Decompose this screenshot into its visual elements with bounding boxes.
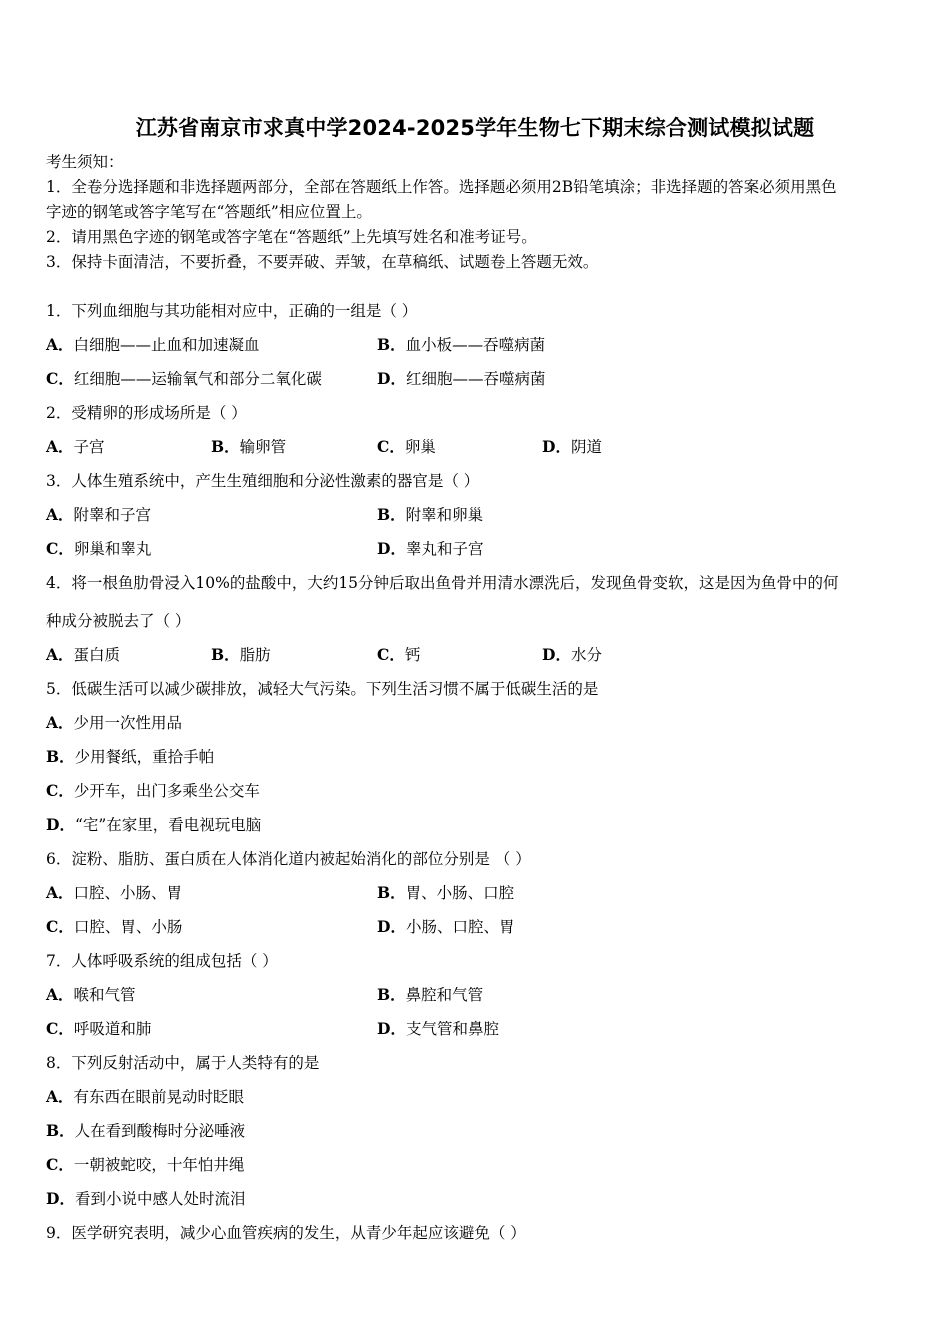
option-label: D． xyxy=(377,1019,406,1038)
q5-option-a[interactable] xyxy=(46,713,182,733)
option-label: D． xyxy=(46,815,75,834)
option-label: C． xyxy=(377,437,405,456)
option-text: 子宫 xyxy=(73,438,105,456)
question-5-stem: 5．低碳生活可以减少碳排放，减轻大气污染。下列生活习惯不属于低碳生活的是 xyxy=(46,680,599,698)
question-3-stem: 3．人体生殖系统中，产生生殖细胞和分泌性激素的器官是（ ） xyxy=(46,472,480,490)
question-9-stem: 9．医学研究表明，减少心血管疾病的发生，从青少年起应该避免（ ） xyxy=(46,1224,526,1242)
question-2-stem: 2．受精卵的形成场所是（ ） xyxy=(46,404,247,422)
option-text: 蛋白质 xyxy=(73,646,121,664)
option-label: D． xyxy=(542,437,571,456)
option-label: A． xyxy=(46,713,74,732)
option-text: 附睾和子宫 xyxy=(73,506,152,524)
option-text: 小肠、口腔、胃 xyxy=(405,918,515,936)
q4-option-b[interactable] xyxy=(211,645,271,665)
q5-option-d[interactable] xyxy=(46,815,261,835)
q6-option-c[interactable] xyxy=(46,917,182,937)
option-label: C． xyxy=(46,1019,74,1038)
option-text: 白细胞——止血和加速凝血 xyxy=(73,336,260,354)
q4-option-a[interactable] xyxy=(46,645,120,665)
q6-option-a[interactable] xyxy=(46,883,182,903)
option-text: 胃、小肠、口腔 xyxy=(405,884,515,902)
question-1-stem: 1．下列血细胞与其功能相对应中，正确的一组是（ ） xyxy=(46,302,418,320)
q8-option-a[interactable] xyxy=(46,1087,244,1107)
option-text: 水分 xyxy=(570,646,602,664)
q4-option-c[interactable] xyxy=(377,645,420,665)
q3-option-b[interactable] xyxy=(377,505,483,525)
option-text: 红细胞——运输氧气和部分二氧化碳 xyxy=(73,370,322,388)
option-label: A． xyxy=(46,645,74,664)
q7-option-b[interactable] xyxy=(377,985,483,1005)
option-text: 一朝被蛇咬，十年怕井绳 xyxy=(73,1156,245,1174)
option-label: B． xyxy=(211,645,240,664)
q3-option-c[interactable] xyxy=(46,539,151,559)
option-label: B． xyxy=(46,747,75,766)
notice-item: 字迹的钢笔或答字笔写在“答题纸”相应位置上。 xyxy=(46,203,372,221)
option-text: 睾丸和子宫 xyxy=(405,540,484,558)
q6-option-d[interactable] xyxy=(377,917,514,937)
option-label: B． xyxy=(46,1121,75,1140)
q1-option-b[interactable] xyxy=(377,335,545,355)
option-label: C． xyxy=(46,539,74,558)
option-text: 少用一次性用品 xyxy=(73,714,183,732)
q8-option-c[interactable] xyxy=(46,1155,244,1175)
option-text: 输卵管 xyxy=(239,438,287,456)
q5-option-b[interactable] xyxy=(46,747,214,767)
option-text: 口腔、小肠、胃 xyxy=(73,884,183,902)
q7-option-d[interactable] xyxy=(377,1019,499,1039)
option-label: C． xyxy=(46,369,74,388)
question-6-stem: 6．淀粉、脂肪、蛋白质在人体消化道内被起始消化的部位分别是 （ ） xyxy=(46,850,531,868)
option-text: 鼻腔和气管 xyxy=(405,986,484,1004)
notice-item: 3．保持卡面清洁，不要折叠，不要弄破、弄皱，在草稿纸、试题卷上答题无效。 xyxy=(46,253,599,271)
option-label: A． xyxy=(46,985,74,1004)
option-text: 脂肪 xyxy=(239,646,271,664)
option-label: D． xyxy=(377,539,406,558)
option-text: 看到小说中感人处时流泪 xyxy=(74,1190,246,1208)
q2-option-b[interactable] xyxy=(211,437,286,457)
option-text: 卵巢和睾丸 xyxy=(73,540,152,558)
option-label: C． xyxy=(377,645,405,664)
q2-option-c[interactable] xyxy=(377,437,436,457)
option-text: 少开车，出门多乘坐公交车 xyxy=(73,782,260,800)
option-label: D． xyxy=(46,1189,75,1208)
q2-option-d[interactable] xyxy=(542,437,602,457)
option-text: 支气管和鼻腔 xyxy=(405,1020,499,1038)
q1-option-d[interactable] xyxy=(377,369,545,389)
option-label: C． xyxy=(46,917,74,936)
option-label: B． xyxy=(211,437,240,456)
option-text: 红细胞——吞噬病菌 xyxy=(405,370,546,388)
q7-option-a[interactable] xyxy=(46,985,136,1005)
notice-item: 2．请用黑色字迹的钢笔或答字笔在“答题纸”上先填写姓名和准考证号。 xyxy=(46,228,537,246)
option-label: B． xyxy=(377,883,406,902)
option-label: D． xyxy=(377,917,406,936)
q3-option-d[interactable] xyxy=(377,539,483,559)
q3-option-a[interactable] xyxy=(46,505,151,525)
option-text: 卵巢 xyxy=(404,438,436,456)
notice-item: 1．全卷分选择题和非选择题两部分，全部在答题纸上作答。选择题必须用2B铅笔填涂；非选择题的答案必须用黑色 xyxy=(46,178,837,196)
q2-option-a[interactable] xyxy=(46,437,105,457)
option-label: D． xyxy=(542,645,571,664)
option-text: 钙 xyxy=(404,646,421,664)
notice-heading: 考生须知： xyxy=(46,153,124,171)
option-label: A． xyxy=(46,437,74,456)
question-4-stem: 4．将一根鱼肋骨浸入10%的盐酸中，大约15分钟后取出鱼骨并用清水漂洗后，发现鱼骨变软，这是因为鱼骨中的何 xyxy=(46,574,839,592)
q8-option-b[interactable] xyxy=(46,1121,245,1141)
option-label: A． xyxy=(46,1087,74,1106)
q8-option-d[interactable] xyxy=(46,1189,245,1209)
question-8-stem: 8．下列反射活动中，属于人类特有的是 xyxy=(46,1054,320,1072)
option-label: A． xyxy=(46,883,74,902)
q7-option-c[interactable] xyxy=(46,1019,151,1039)
option-text: 人在看到酸梅时分泌唾液 xyxy=(74,1122,246,1140)
option-text: 口腔、胃、小肠 xyxy=(73,918,183,936)
q1-option-a[interactable] xyxy=(46,335,260,355)
option-label: A． xyxy=(46,505,74,524)
option-text: 附睾和卵巢 xyxy=(405,506,484,524)
option-text: 阴道 xyxy=(570,438,602,456)
option-label: B． xyxy=(377,335,406,354)
option-text: 呼吸道和肺 xyxy=(73,1020,152,1038)
option-label: C． xyxy=(46,781,74,800)
option-label: D． xyxy=(377,369,406,388)
question-4-stem-cont: 种成分被脱去了（ ） xyxy=(46,612,191,630)
question-7-stem: 7．人体呼吸系统的组成包括（ ） xyxy=(46,952,278,970)
option-label: B． xyxy=(377,985,406,1004)
option-label: C． xyxy=(46,1155,74,1174)
q5-option-c[interactable] xyxy=(46,781,260,801)
option-text: 喉和气管 xyxy=(73,986,136,1004)
option-label: A． xyxy=(46,335,74,354)
q6-option-b[interactable] xyxy=(377,883,514,903)
q1-option-c[interactable] xyxy=(46,369,322,389)
option-text: 有东西在眼前晃动时眨眼 xyxy=(73,1088,245,1106)
option-label: B． xyxy=(377,505,406,524)
q4-option-d[interactable] xyxy=(542,645,602,665)
option-text: 少用餐纸，重拾手帕 xyxy=(74,748,215,766)
option-text: “宅”在家里，看电视玩电脑 xyxy=(74,816,262,834)
option-text: 血小板——吞噬病菌 xyxy=(405,336,546,354)
page-title: 江苏省南京市求真中学2024-2025学年生物七下期末综合测试模拟试题 xyxy=(135,116,815,140)
